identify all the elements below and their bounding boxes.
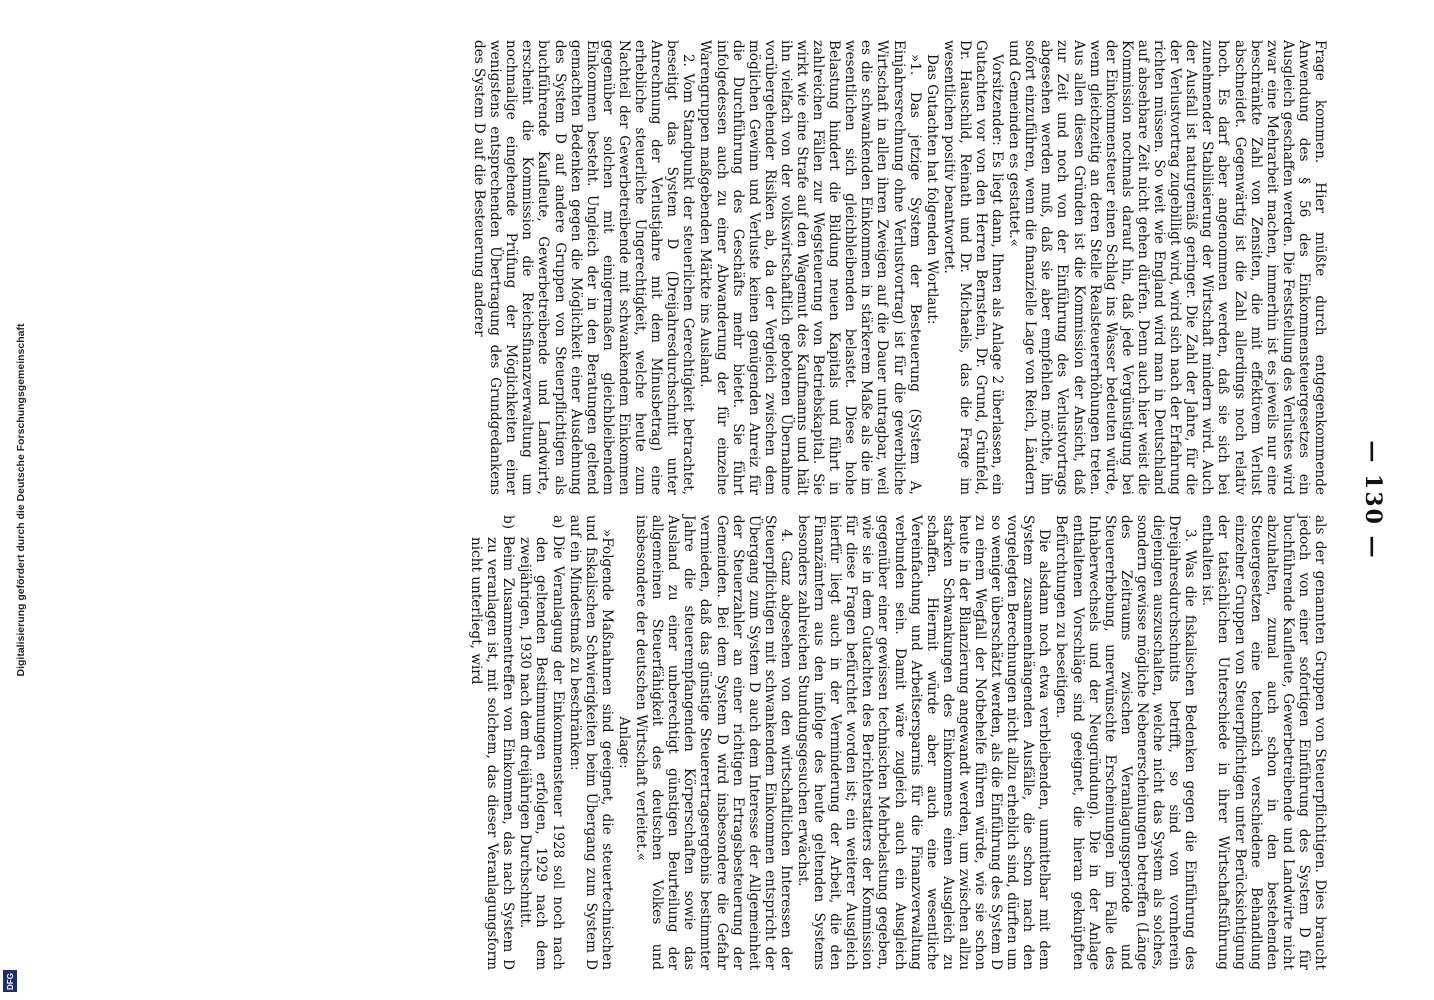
paragraph: 3. Was die fiskalischen Bedenken gegen die Einführung des Dreijahresdurchschnitts betrifft, so sind von vornherein diejenigen auszuschalten, welche nicht das System als solches, sondern gewisse mögliche Nebenerscheinungen betreffen (Länge des Zeitraums zwischen Veranlagungsperiode und Steuererhebung, unerwünschte Erscheinungen im Falle des Inhaberwechsels und der Neugründung). Die in der Anlage enthaltenen Vorschläge sind geeignet, die hieran geknüpften Befürchtungen zu beseitigen. <box>1053 515 1199 970</box>
left-column <box>470 40 1328 495</box>
digitization-credit: Digitalisierung gefördert durch die Deutsche Forschungsgemeinschaft <box>15 323 27 677</box>
paragraph: 2. Vom Standpunkt der steuerlichen Gerechtigkeit betrachtet, beseitigt das System D (Dreijahresdurchschnitt unter Anrechnung der Verlustjahre mit dem Minusbetrag) eine erhebliche steuerliche Ungerechtigkeit, welche heute zum Nachteil der Gewerbetreibende mit schwankendem Einkommen gegenüber solchen mit einigermaßen gleichbleibendem Einkommen besteht. Ungleich der in den Beratungen geltend gemachten Bedenken gegen die Möglichkeit einer Ausdehnung des System D auf andere Gruppen von Steuerpflichtigen als buchführende Kaufleute, Gewerbetreibende und Landwirte, erscheint die Kommission die Reichsfinanzverwaltung um nochmalige eingehende Prüfung der Möglichkeiten einer wenigstens entsprechenden Übertragung des Grundgedankens des System D auf die Besteuerung anderer <box>471 40 697 495</box>
dfg-logo: DFG <box>3 970 17 992</box>
rotated-page-content <box>68 10 1408 990</box>
list-item: a) Die Veranlagung der Einkommensteuer 1928 soll noch nach den geltenden Bestimmungen erfolgen, 1929 nach dem zweijährigen, 1930 nach dem dreijährigen Durchschnitt. <box>517 515 566 970</box>
digitization-credit-strip <box>0 0 42 1000</box>
paragraph: »1. Das jetzige System der Besteuerung (System A, Einjahresrechnung ohne Verlustvortrag) ist für die gewerbliche Wirtschaft in allen ihren Zweigen auf die Dauer untragbar, weil es die schwankenden Einkommen in stärkerem Maße als die im wesentlichen sich gleichbleibenden belastet. Diese hohe Belastung hindert die Bildung neuen Kapitals und führt in zahlreichen Fällen zur Wegsteuerung von Betriebskapital. Sie wirkt wie eine Strafe auf den Wagemut des Kaufmanns und hält ihn vielfach von der volkswirtschaftlich gebotenen Übernahme vorübergehender Risiken ab, da der Vergleich zwischen dem möglichen Gewinn und Verluste keinen genügenden Anreiz für die Durchführung des Geschäfts mehr bietet. Sie führt infolgedessen auch zu einer Abwanderung der für einzelne Warengruppen maßgebenden Märkte ins Ausland. <box>697 40 923 495</box>
paragraph: 4. Ganz abgesehen von den wirtschaftlichen Interessen der Steuerpflichtigen mit schwankendem Einkommen entspricht der Übergang zum System D auch dem Interesse der Allgemeinheit der Steuerzahler an einer richtigen Ertragsbesteuerung der Gemeinden. Bei dem System D wird insbesondere die Gefahr vermieden, daß das günstige Steuerertragsergebnis bestimmter Jahre die steuerempfangenden Körperschaften sowie das Ausland zu einer unberechtigt günstigen Beurteilung der allgemeinen Steuerfähigkeit des deutschen Volkes und insbesondere der deutschen Wirtschaft verleitet.« <box>633 515 794 970</box>
paragraph: Das Gutachten hat folgenden Wortlaut: <box>923 54 940 325</box>
right-column <box>467 515 1328 970</box>
paragraph: als der genannten Gruppen von Steuerpflichtigen. Dies braucht jedoch von einer sofortigen Einführung des System D für buchführende Kaufleute, Gewerbetreibende und Landwirte nicht abzuhalten, zumal auch schon in den bestehenden Steuergesetzen eine technisch verschiedene Behandlung einzelner Gruppen von Steuerpflichtigen unter Berücksichtigung der tatsächlichen Unterschiede in ihrer Wirtschaftsführung enthalten ist. <box>1199 515 1328 970</box>
paragraph: Die alsdann noch etwa verbleibenden, unmittelbar mit dem System zusammenhängenden Ausfälle, die schon nach den vorgelegten Berechnungen nicht allzu erheblich sind, dürften um so weniger überschätzt werden, als die Einführung des System D zu einem Wegfall der Notbehelfe führen würde, wie sie schon heute in der Bilanzierung angewandt werden, um zwischen allzu starken Schwankungen des Einkommens einen Ausgleich zu schaffen. Hiermit würde aber auch eine wesentliche Vereinfachung und Arbeitsersparnis für die Finanzverwaltung verbunden sein. Damit wäre zugleich auch ein Ausgleich gegenüber einer gewissen technischen Mehrbelastung gegeben, wie sie in dem Gutachten des Berichterstatters der Kommission für diese Fragen befürchtet worden ist; ein weiterer Ausgleich hierfür liegt auch in der Verminderung der Arbeit, die den Finanzämtern aus den infolge des heute geltenden Systems besonders zahlreichen Stundungsgesuchen erwächst. <box>795 515 1053 970</box>
list-item: b) Beim Zusammentreffen von Einkommen, das nach System D zu veranlagen ist, mit solchem, das dieser Veranlagungsform nicht unterliegt, wird <box>468 515 517 970</box>
paragraph: Frage kommen. Hier müßte durch entgegenkommende Anwendung des § 56 des Einkommensteuergesetzes ein Ausgleich geschaffen werden. Die Feststellung des Verlustes wird zwar eine Mehrarbeit machen, immerhin ist es jeweils nur eine beschränkte Zahl von Zensiten, die mit effektivem Verlust abschneidet. Gegenwärtig ist die Zahl allerdings noch relativ hoch. Es darf aber angenommen werden, daß sie sich bei zunehmender Stabilisierung der Wirtschaft mindern wird. Auch der Ausfall ist naturgemäß geringer. Die Zahl der Jahre, für die der Verlustvortrag zugebilligt wird, wird sich nach der Erfahrung richten müssen. So weit wie England wird man in Deutschland auf absehbare Zeit nicht gehen dürfen. Denn auch hier weist die Kommission nochmals darauf hin, daß jede Vergünstigung bei der Einkommensteuer einen Schlag ins Wasser bedeuten würde, wenn gleichzeitig an deren Stelle Realsteuererhöhungen treten. Aus allen diesen Gründen ist die Kommission der Ansicht, daß zur Zeit und noch von der Einführung des Verlustvortrags abgesehen werden muß, daß sie aber empfehlen möchte, ihn sofort einzuführen, wenn die finanzielle Lage von Reich, Ländern und Gemeinden es gestattet.« <box>1006 40 1328 495</box>
paragraph: »Folgende Maßnahmen sind geeignet, die steuertechnischen und fiskalischen Schwierigkeiten beim Übergang zum System D auf ein Mindestmaß zu beschränken: <box>566 515 615 970</box>
paragraph: Vorsitzender: Es liegt dann, Ihnen als Anlage 2 überlassen, ein Gutachten vor von den Herren Bernstein, Dr. Grund, Grünfeld, Dr. Hauschild, Reinath und Dr. Michaelis, das die Frage im wesentlichen positiv beantwortet. <box>940 40 1006 495</box>
scanned-page <box>42 0 1434 1000</box>
annex-heading: Anlage: <box>615 716 632 769</box>
page-number: — 130 — <box>1360 440 1386 560</box>
